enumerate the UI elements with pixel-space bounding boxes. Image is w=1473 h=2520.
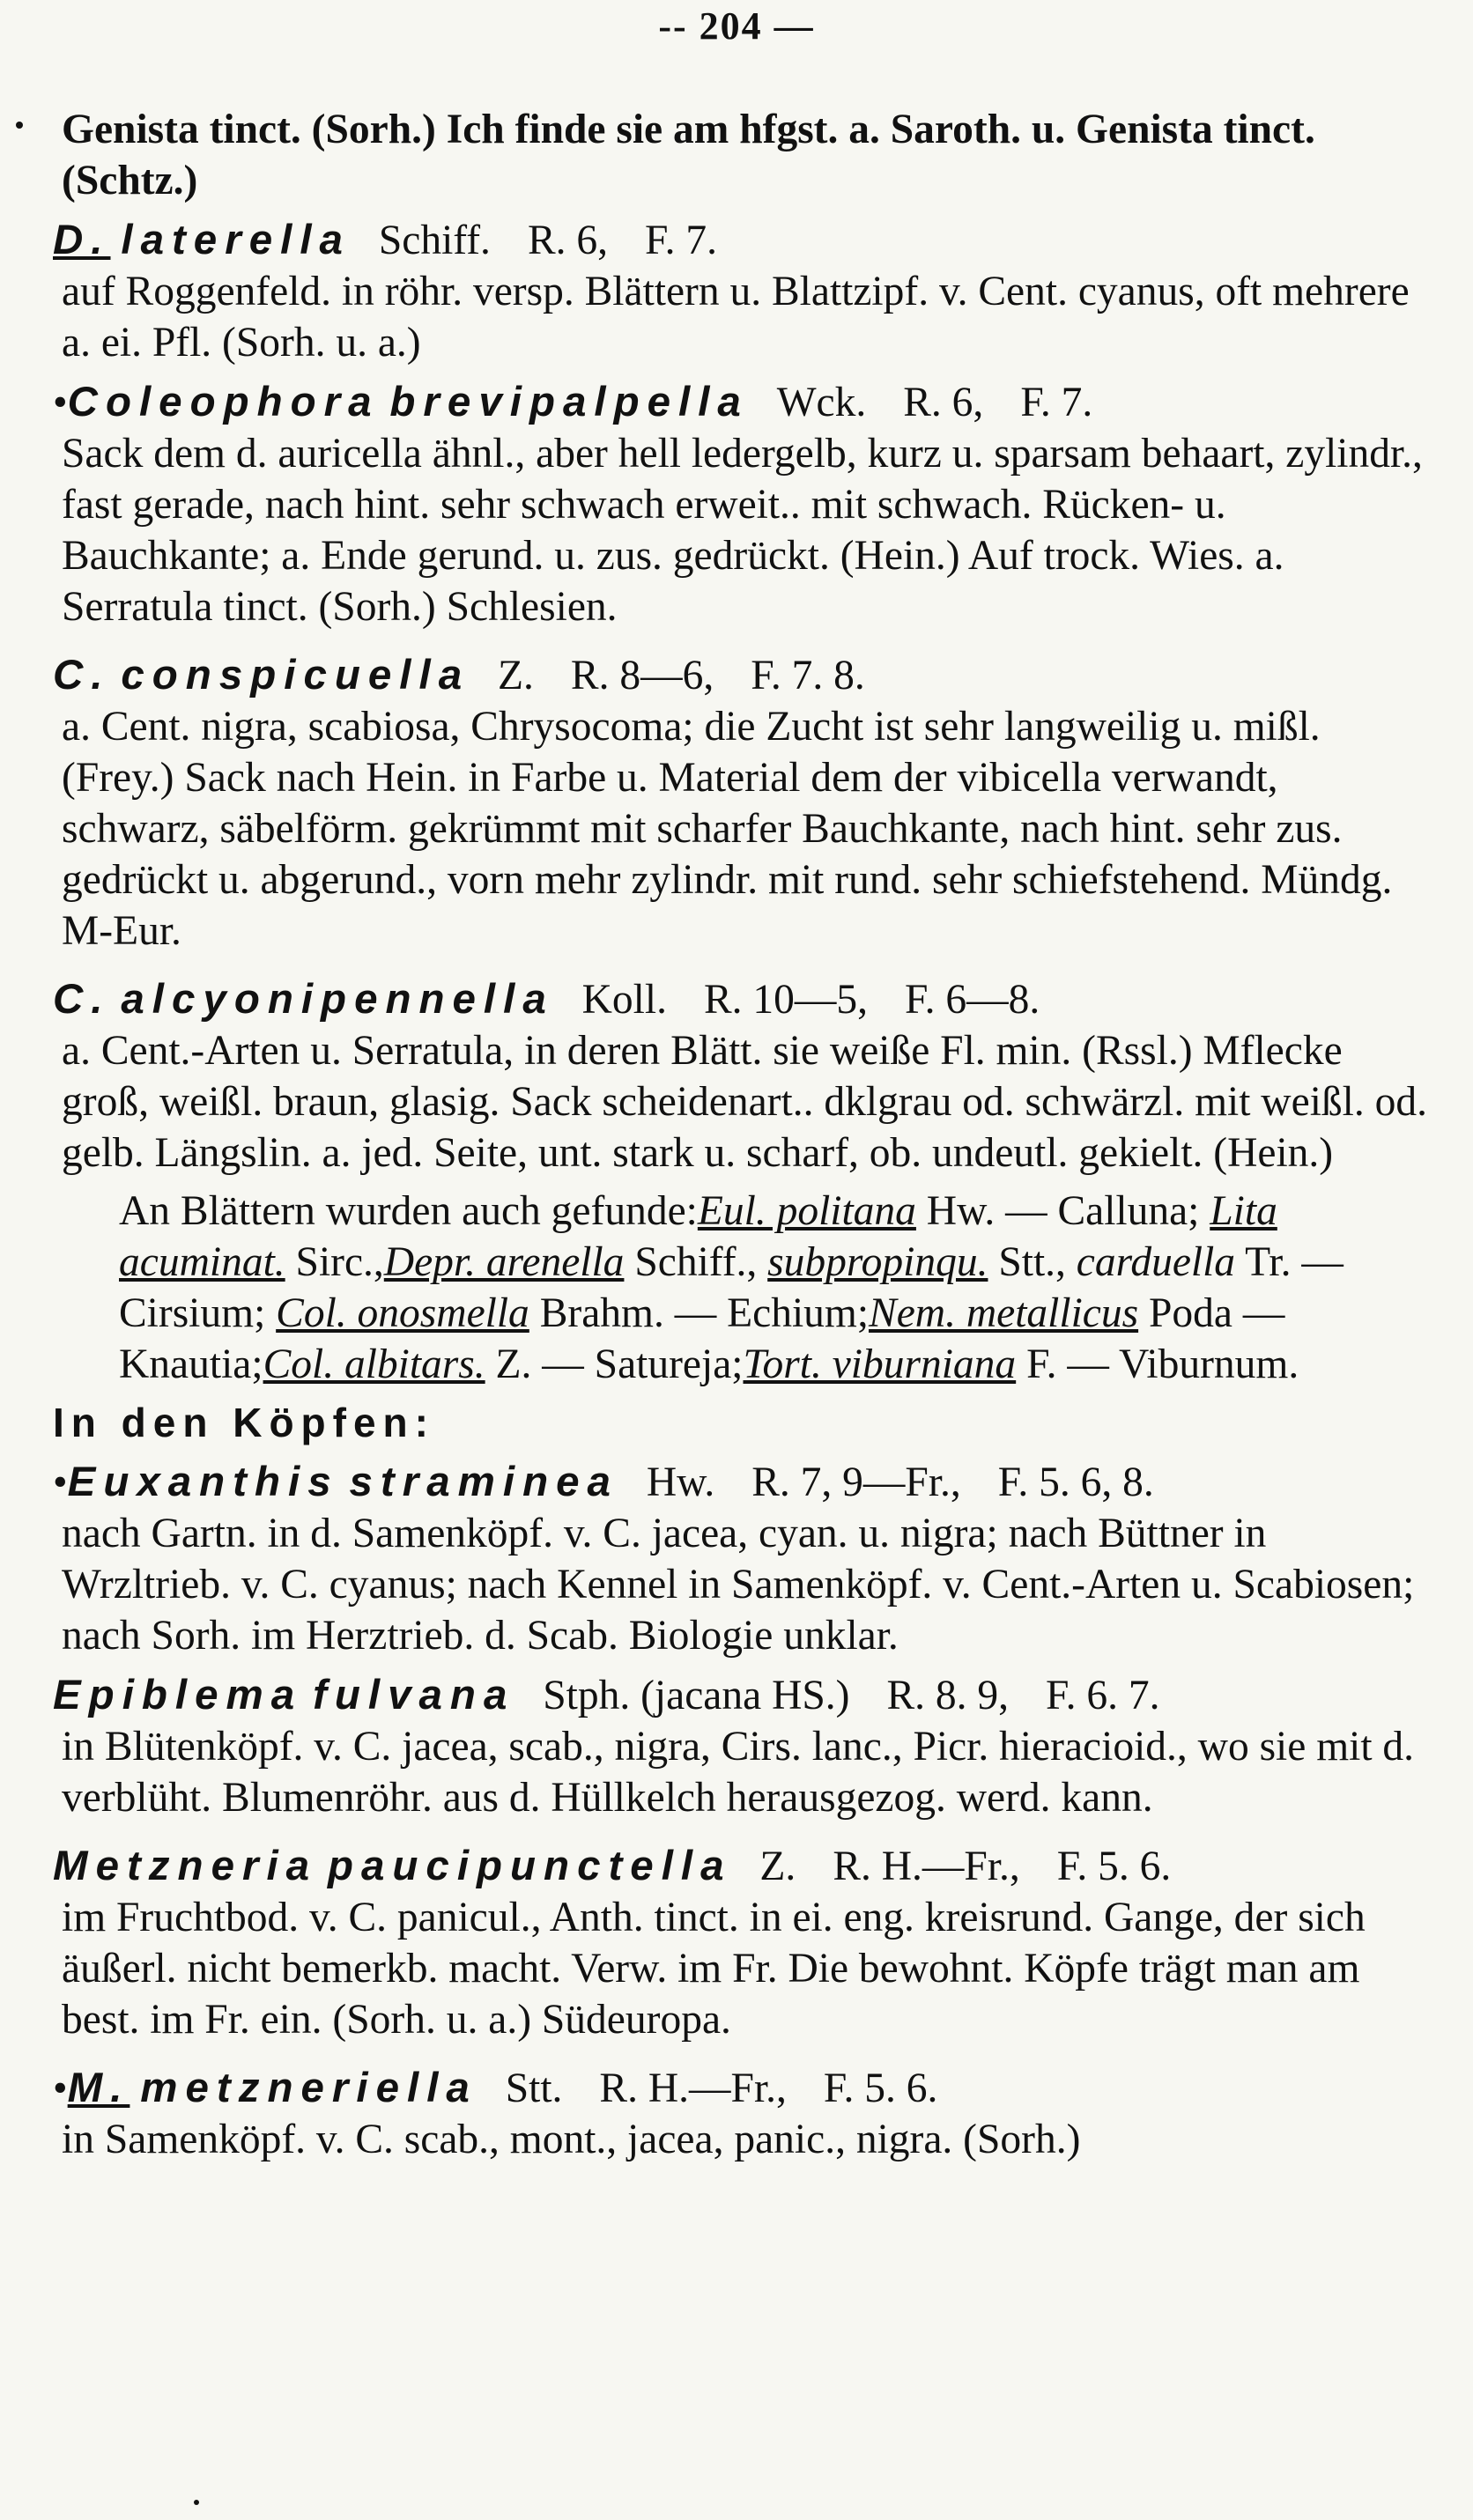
- entry-author: Koll.: [581, 977, 667, 1023]
- entry-genus: D.: [53, 217, 111, 263]
- species-entry: [53, 377, 1427, 632]
- note-species: Depr. arenella: [383, 1239, 625, 1285]
- entry-author: Schiff.: [378, 218, 491, 263]
- entry-author: Hw.: [646, 1460, 715, 1505]
- entry-genus: Metzneria: [53, 1843, 318, 1889]
- entry-f: F. 5. 6.: [823, 2066, 938, 2111]
- entry-text: in Blütenköpf. v. C. jacea, scab., nigra, Cirs. lanc., Picr. hieracioid., wo sie mit d. verblüht. Blumenröhr. aus d. Hüllkelch herausgezog. werd. kann.: [62, 1724, 1415, 1821]
- entry-author: Stph. (jacana HS.): [543, 1673, 850, 1718]
- page-number: -- 204 —: [658, 4, 815, 48]
- note-text: Tr. — Cirsium;: [119, 1239, 1343, 1336]
- intro-paragraph: Genista tinct. (Sorh.) Ich finde sie am hfgst. a. Saroth. u. Genista tinct. (Schtz.): [62, 107, 1315, 203]
- species-entry: [53, 2063, 1427, 2165]
- entry-text: a. Cent. nigra, scabiosa, Chrysocoma; die Zucht ist sehr langweilig u. mißl. (Frey.) Sack nach Hein. in Farbe u. Material dem der vibicella verwandt, schwarz, säbelförm. gekrümmt mit scharfer Bauchkante, nach hint. sehr zus. gedrückt u. abgerund., vorn mehr zylindr. mit rund. sehr schiefstehend. Mündg. M-Eur.: [62, 704, 1393, 954]
- entry-r: R. 6,: [903, 380, 984, 425]
- entry-genus: Epiblema: [53, 1672, 303, 1718]
- note-species: Lita acuminat.: [119, 1188, 1277, 1285]
- entry-marker: •: [53, 2066, 68, 2111]
- note-species: Tort. viburniana: [743, 1341, 1017, 1387]
- entry-heading: [53, 1841, 1427, 1892]
- margin-dot: [194, 2500, 199, 2505]
- section-heading: In den Köpfen:: [53, 1400, 435, 1445]
- entry-r: R. 8—6,: [570, 653, 714, 698]
- note-text: An Blättern wurden auch gefunde:: [119, 1188, 698, 1234]
- note-text: Schiff.,: [624, 1239, 768, 1285]
- note-species: carduella: [1076, 1239, 1236, 1285]
- entry-f: F. 6—8.: [905, 977, 1040, 1023]
- note-species: subpropinqu.: [767, 1239, 988, 1285]
- entry-heading: [53, 215, 1427, 266]
- entry-text: Sack dem d. auricella ähnl., aber hell ledergelb, kurz u. sparsam behaart, zylindr., fast gerade, nach hint. sehr schwach erweit.. mit schwach. Rücken- u. Bauchkante; a. Ende gerund. u. zus. gedrückt. (Hein.) Auf trock. Wies. a. Serratula tinct. (Sorh.) Schlesien.: [62, 431, 1423, 630]
- entry-author: Z.: [498, 653, 534, 698]
- species-entry: [53, 1670, 1427, 1823]
- entry-species: paucipunctella: [327, 1843, 732, 1889]
- entry-text: a. Cent.-Arten u. Serratula, in deren Blätt. sie weiße Fl. min. (Rssl.) Mflecke groß, weißl. braun, glasig. Sack scheidenart.. dklgrau od. schwärzl. mit weißl. od. gelb. Längslin. a. jed. Seite, unt. stark u. scharf, ob. undeutl. gekielt. (Hein.): [62, 1028, 1427, 1176]
- entry-f: F. 7.: [645, 218, 717, 263]
- entry-marker: •: [53, 380, 68, 425]
- note-species: Nem. metallicus: [869, 1290, 1139, 1336]
- entry-author: Wck.: [776, 380, 867, 425]
- entry-species: fulvana: [313, 1672, 515, 1718]
- entry-f: F. 7.: [1020, 380, 1093, 425]
- entry-genus: C.: [53, 976, 111, 1023]
- page-content: [53, 104, 1427, 2165]
- entry-author: Stt.: [505, 2066, 563, 2111]
- species-entry: [53, 1457, 1427, 1661]
- entry-heading: [53, 2063, 1427, 2114]
- entry-text: auf Roggenfeld. in röhr. versp. Blättern u. Blattzipf. v. Cent. cyanus, oft mehrere a. ei. Pfl. (Sorh. u. a.): [62, 269, 1410, 366]
- note-text: Z. — Satureja;: [485, 1341, 744, 1387]
- entry-heading: [53, 1670, 1427, 1721]
- entry-species: brevipalpella: [389, 379, 749, 425]
- species-entry: [53, 215, 1427, 368]
- entry-text: im Fruchtbod. v. C. panicul., Anth. tinct. in ei. eng. kreisrund. Gange, der sich äußerl. nicht bemerkb. macht. Verw. im Fr. Die bewohnt. Köpfe trägt man am best. im Fr. ein. (Sorh. u. a.) Südeuropa.: [62, 1895, 1366, 2043]
- entry-heading: [53, 974, 1427, 1025]
- entry-text: nach Gartn. in d. Samenköpf. v. C. jacea, cyan. u. nigra; nach Büttner in Wrzltrieb. v. C. cyanus; nach Kennel in Samenköpf. v. Cent.-Arten u. Scabiosen; nach Sorh. im Herztrieb. d. Scab. Biologie unklar.: [62, 1511, 1415, 1659]
- entry-text: in Samenköpf. v. C. scab., mont., jacea, panic., nigra. (Sorh.): [62, 2117, 1081, 2162]
- species-entry: [53, 974, 1427, 1179]
- note-species: Col. albitars.: [263, 1341, 485, 1387]
- species-entry: [53, 650, 1427, 957]
- entry-heading: [53, 1457, 1427, 1508]
- entry-r: R. 7, 9—Fr.,: [751, 1460, 961, 1505]
- entry-f: F. 7. 8.: [751, 653, 865, 698]
- entry-species: metzneriella: [140, 2065, 477, 2111]
- entry-genus: C.: [53, 652, 111, 698]
- entry-r: R. 10—5,: [703, 977, 869, 1023]
- entry-species: straminea: [349, 1459, 618, 1505]
- entry-genus: M.: [67, 2065, 130, 2111]
- entry-r: R. H.—Fr.,: [599, 2066, 787, 2111]
- entry-r: R. 8. 9,: [886, 1673, 1010, 1718]
- species-entry: [53, 1841, 1427, 2045]
- entry-species: laterella: [121, 217, 351, 263]
- entry-marker: •: [53, 1460, 68, 1505]
- note-text: F. — Viburnum.: [1016, 1341, 1299, 1387]
- entry-genus: Euxanthis: [67, 1459, 339, 1505]
- entry-author: Z.: [759, 1844, 796, 1889]
- entry-r: R. H.—Fr.,: [833, 1844, 1020, 1889]
- note-paragraph: [53, 1179, 1427, 1390]
- entry-heading: [53, 650, 1427, 701]
- entry-heading: [53, 377, 1427, 428]
- entry-r: R. 6,: [527, 218, 608, 263]
- note-text: Poda — Knautia;: [119, 1290, 1285, 1387]
- entry-f: F. 5. 6, 8.: [997, 1460, 1154, 1505]
- note-text: Brahm. — Echium;: [529, 1290, 870, 1336]
- note-species: Eul. politana: [697, 1188, 916, 1234]
- entry-f: F. 5. 6.: [1056, 1844, 1172, 1889]
- note-text: Sirc.,: [285, 1239, 384, 1285]
- entry-genus: Coleophora: [67, 379, 380, 425]
- entry-species: alcyonipennella: [121, 976, 554, 1023]
- note-species: Col. onosmella: [276, 1290, 529, 1336]
- margin-dot: [16, 122, 23, 129]
- note-text: Hw. — Calluna;: [915, 1188, 1210, 1234]
- entry-species: conspicuella: [121, 652, 470, 698]
- entry-f: F. 6. 7.: [1046, 1673, 1160, 1718]
- note-text: Stt.,: [988, 1239, 1077, 1285]
